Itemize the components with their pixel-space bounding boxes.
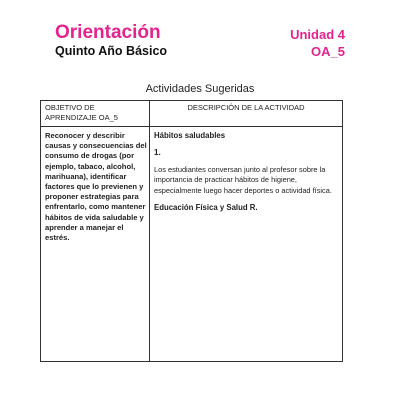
section-title: Actividades Sugeridas	[145, 83, 255, 95]
grade-level: Quinto Año Básico	[55, 44, 168, 58]
unit-label: Unidad 4	[290, 27, 345, 42]
activity-text: Los estudiantes conversan junto al profesor sobre la importancia de practicar hábitos de higiene, especialmente luego hacer deportes o actividad física.	[154, 165, 332, 195]
subject-title: Orientación	[55, 22, 161, 43]
table-column-divider	[149, 101, 150, 361]
document-header	[55, 22, 345, 62]
activity-number: 1.	[154, 148, 161, 157]
objective-text: Reconocer y describir causas y consecuencias del consumo de drogas (por ejemplo, tabaco, alcohol, marihuana), identificar factores que lo previenen y proponer estrategias para enfrentarlo, como mantener hábitos de vida saludable y aprender a manejar el estrés.	[45, 131, 147, 243]
subject-connection: Educación Física y Salud R.	[154, 203, 258, 213]
activity-description	[154, 131, 340, 213]
activities-table	[40, 100, 343, 362]
table-header-divider	[41, 126, 342, 127]
activity-title: Hábitos saludables	[154, 131, 226, 140]
objective-column-header: OBJETIVO DE APRENDIZAJE OA_5	[45, 103, 118, 122]
description-column-header: DESCRIPCIÓN DE LA ACTIVIDAD	[187, 103, 305, 112]
oa-code-label: OA_5	[311, 44, 345, 59]
